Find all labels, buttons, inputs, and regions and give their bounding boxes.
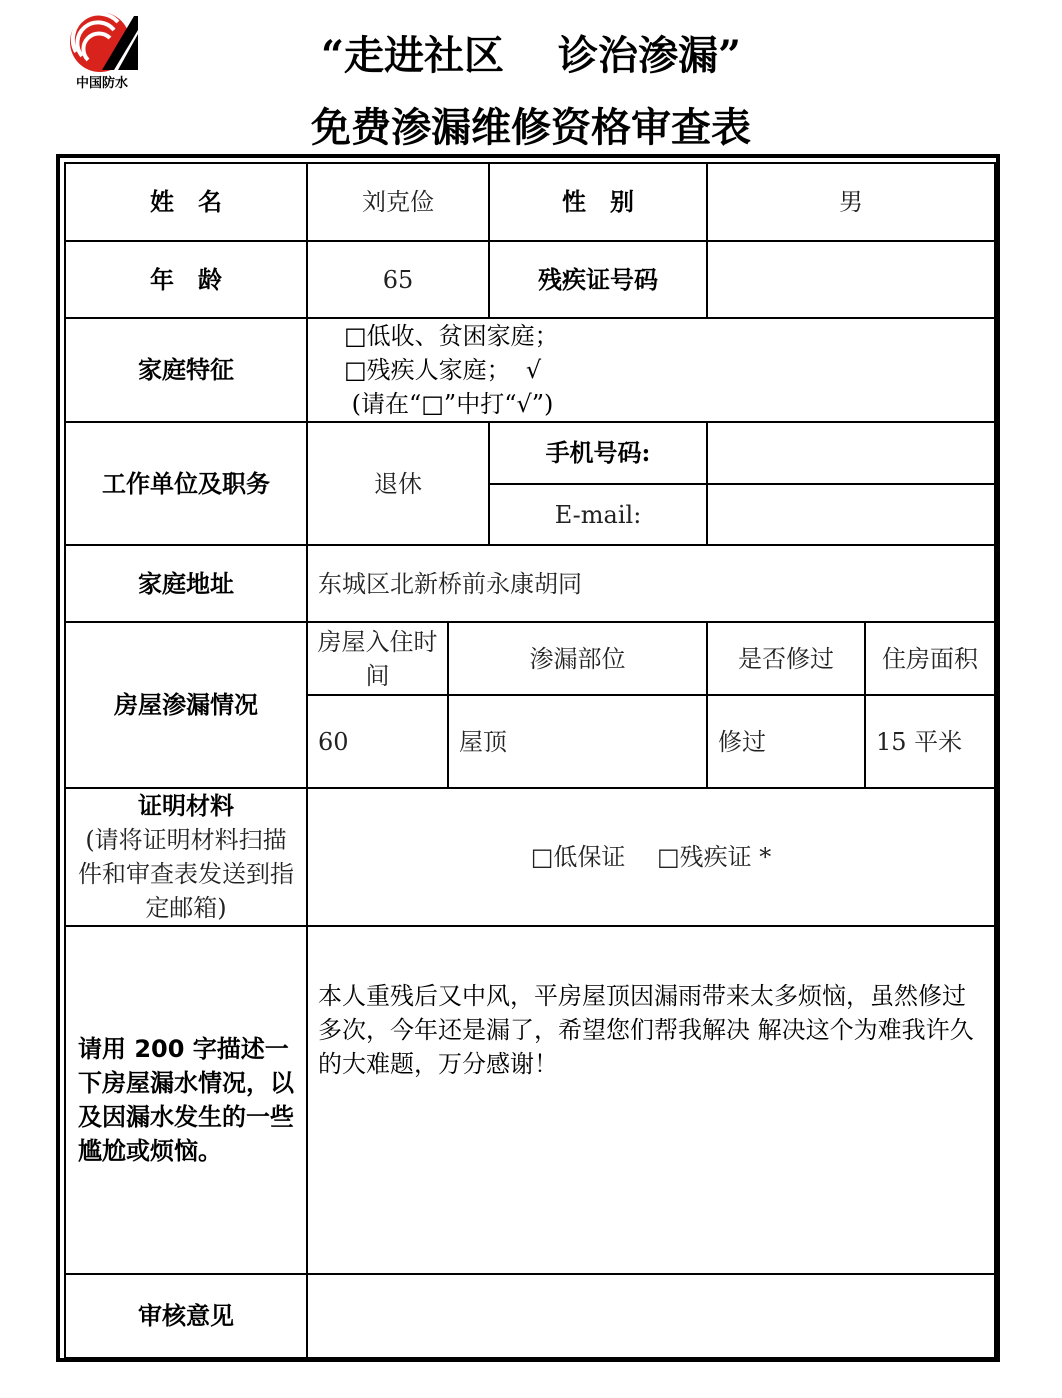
logo-caption: 中国防水	[75, 76, 128, 91]
leak-header-area: 住房面积	[865, 622, 995, 695]
work-value[interactable]: 退休	[307, 422, 489, 545]
address-label: 家庭地址	[65, 545, 307, 622]
materials-label	[65, 788, 307, 926]
gender-value[interactable]: 男	[707, 163, 995, 241]
leak-header-move-in: 房屋入住时间	[307, 622, 448, 695]
page-title-line1: “走进社区 诊治渗漏”	[321, 32, 741, 79]
age-value[interactable]: 65	[307, 241, 489, 318]
disability-id-value[interactable]	[707, 241, 995, 318]
family-label: 家庭特征	[65, 318, 307, 422]
family-option-low-income[interactable]: □低收、贫困家庭；	[344, 322, 559, 350]
leak-value-location[interactable]: 屋顶	[448, 695, 707, 788]
leak-value-move-in[interactable]: 60	[307, 695, 448, 788]
address-value[interactable]: 东城区北新桥前永康胡同	[307, 545, 995, 622]
materials-label-note: (请将证明材料扫描件和审查表发送到指定邮箱)	[78, 826, 294, 922]
work-label: 工作单位及职务	[65, 422, 307, 545]
name-label: 姓 名	[65, 163, 307, 241]
materials-options[interactable]: □低保证 □残疾证 *	[307, 788, 995, 926]
age-label: 年 龄	[65, 241, 307, 318]
leak-value-repaired[interactable]: 修过	[707, 695, 865, 788]
review-label: 审核意见	[65, 1274, 307, 1358]
description-value[interactable]: 本人重残后又中风，平房屋顶因漏雨带来太多烦恼，虽然修过多次，今年还是漏了，希望您们帮我解决 解决这个为难我许久的大难题，万分感谢！	[307, 926, 995, 1274]
family-option-disabled[interactable]: □残疾人家庭； √	[344, 356, 542, 384]
family-hint: (请在“□”中打“√”)	[344, 390, 554, 418]
name-value[interactable]: 刘克俭	[307, 163, 489, 241]
phone-value[interactable]	[707, 422, 995, 484]
email-label: E-mail:	[489, 484, 707, 545]
materials-label-title: 证明材料	[138, 791, 234, 820]
page-title-line2: 免费渗漏维修资格审查表	[311, 104, 751, 151]
family-options	[307, 318, 995, 422]
email-value[interactable]	[707, 484, 995, 545]
gender-label: 性 别	[489, 163, 707, 241]
review-value[interactable]	[307, 1274, 995, 1358]
phone-label: 手机号码:	[489, 422, 707, 484]
qualification-form-table	[64, 162, 996, 1359]
leak-label: 房屋渗漏情况	[65, 622, 307, 788]
leak-header-repaired: 是否修过	[707, 622, 865, 695]
description-label: 请用 200 字描述一下房屋漏水情况，以及因漏水发生的一些尴尬或烦恼。	[65, 926, 307, 1274]
leak-value-area[interactable]: 15 平米	[865, 695, 995, 788]
leak-header-location: 渗漏部位	[448, 622, 707, 695]
disability-id-label: 残疾证号码	[489, 241, 707, 318]
